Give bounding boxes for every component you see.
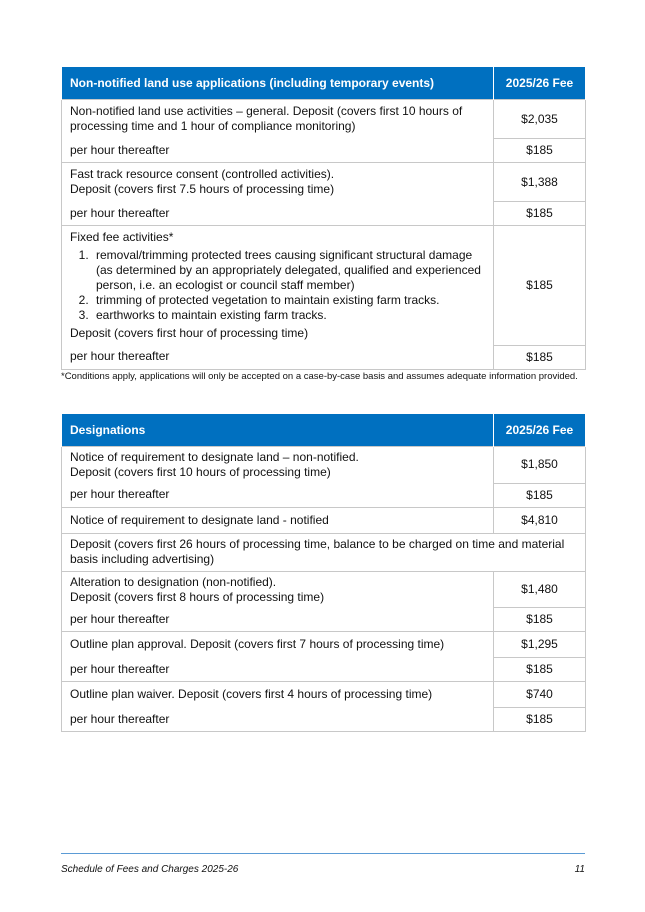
row-description	[62, 447, 494, 484]
table-row	[62, 632, 586, 658]
table-row-fixed-fee	[62, 226, 586, 346]
fixed-fee-activities-list	[70, 248, 485, 323]
footer-divider	[61, 853, 585, 854]
row-fee: $185	[494, 202, 586, 226]
row-fee: $1,480	[494, 571, 586, 608]
row-fee: $185	[494, 483, 586, 507]
conditions-note: *Conditions apply, applications will only be accepted on a case-by-case basis and assumes adequate information provided.	[61, 371, 578, 382]
list-item: 1. removal/trimming protected trees causing significant structural damage (as determined by an appropriately delegated, qualified and experienced person, i.e. an ecologist or council staff member)	[92, 248, 485, 293]
row-description-line: Deposit (covers first 7.5 hours of processing time)	[70, 182, 335, 197]
row-description-line: processing time and 1 hour of compliance monitoring)	[70, 119, 356, 134]
row-description: per hour thereafter	[62, 658, 494, 682]
row-description	[62, 163, 494, 202]
row-description-line: Fast track resource consent (controlled activities).	[70, 167, 335, 182]
row-fee: $185	[494, 708, 586, 732]
table-header	[62, 67, 586, 100]
fixed-fee-title: Fixed fee activities*	[70, 230, 174, 244]
row-fee: $1,295	[494, 632, 586, 658]
fixed-fee-deposit: Deposit (covers first hour of processing time)	[70, 326, 309, 340]
footer-document-title: Schedule of Fees and Charges 2025-26	[61, 864, 239, 875]
row-description: per hour thereafter	[62, 608, 494, 632]
row-fee: $185	[494, 345, 586, 369]
table-row	[62, 139, 586, 163]
footer-page-number: 11	[574, 864, 585, 875]
row-description: per hour thereafter	[62, 345, 494, 369]
table-row	[62, 507, 586, 533]
row-fee: $740	[494, 682, 586, 708]
row-fee: $4,810	[494, 507, 586, 533]
table-row	[62, 483, 586, 507]
table-header-label: Non-notified land use applications (including temporary events)	[62, 67, 494, 100]
row-description	[62, 571, 494, 608]
row-description: per hour thereafter	[62, 708, 494, 732]
table-non-notified-land-use	[61, 66, 586, 370]
table-header-label: Designations	[62, 414, 494, 447]
row-description: per hour thereafter	[62, 139, 494, 163]
table-row	[62, 100, 586, 139]
row-description: Outline plan waiver. Deposit (covers first 4 hours of processing time)	[62, 682, 494, 708]
row-description: per hour thereafter	[62, 483, 494, 507]
table-row	[62, 571, 586, 608]
list-item: 3. earthworks to maintain existing farm tracks.	[92, 308, 485, 323]
table-row	[62, 658, 586, 682]
table-header	[62, 414, 586, 447]
row-description: Outline plan approval. Deposit (covers first 7 hours of processing time)	[62, 632, 494, 658]
row-fee: $185	[494, 658, 586, 682]
row-description-line: Deposit (covers first 8 hours of processing time)	[70, 589, 325, 604]
table-row	[62, 163, 586, 202]
row-description: Deposit (covers first 26 hours of processing time, balance to be charged on time and material basis including advertising)	[62, 533, 586, 571]
row-fee: $185	[494, 139, 586, 163]
row-fee: $1,850	[494, 447, 586, 484]
table-row	[62, 533, 586, 571]
table-row	[62, 708, 586, 732]
row-description-line: Non-notified land use activities – general. Deposit (covers first 10 hours of	[70, 104, 463, 119]
row-description: Notice of requirement to designate land - notified	[62, 507, 494, 533]
row-description-line: Notice of requirement to designate land – non-notified.	[70, 450, 359, 464]
row-description	[62, 226, 494, 346]
row-fee: $1,388	[494, 163, 586, 202]
row-fee: $2,035	[494, 100, 586, 139]
row-description-line: Alteration to designation (non-notified).	[70, 574, 277, 589]
table-row	[62, 345, 586, 369]
row-fee: $185	[494, 226, 586, 346]
table-designations	[61, 413, 586, 732]
table-header-fee: 2025/26 Fee	[494, 67, 586, 100]
row-fee: $185	[494, 608, 586, 632]
row-description	[62, 100, 494, 139]
row-description: per hour thereafter	[62, 202, 494, 226]
table-header-fee: 2025/26 Fee	[494, 414, 586, 447]
list-item: 2. trimming of protected vegetation to maintain existing farm tracks.	[92, 293, 485, 308]
table-row	[62, 202, 586, 226]
row-description-line: Deposit (covers first 10 hours of processing time)	[70, 465, 331, 479]
table-row	[62, 608, 586, 632]
table-row	[62, 682, 586, 708]
table-row	[62, 447, 586, 484]
